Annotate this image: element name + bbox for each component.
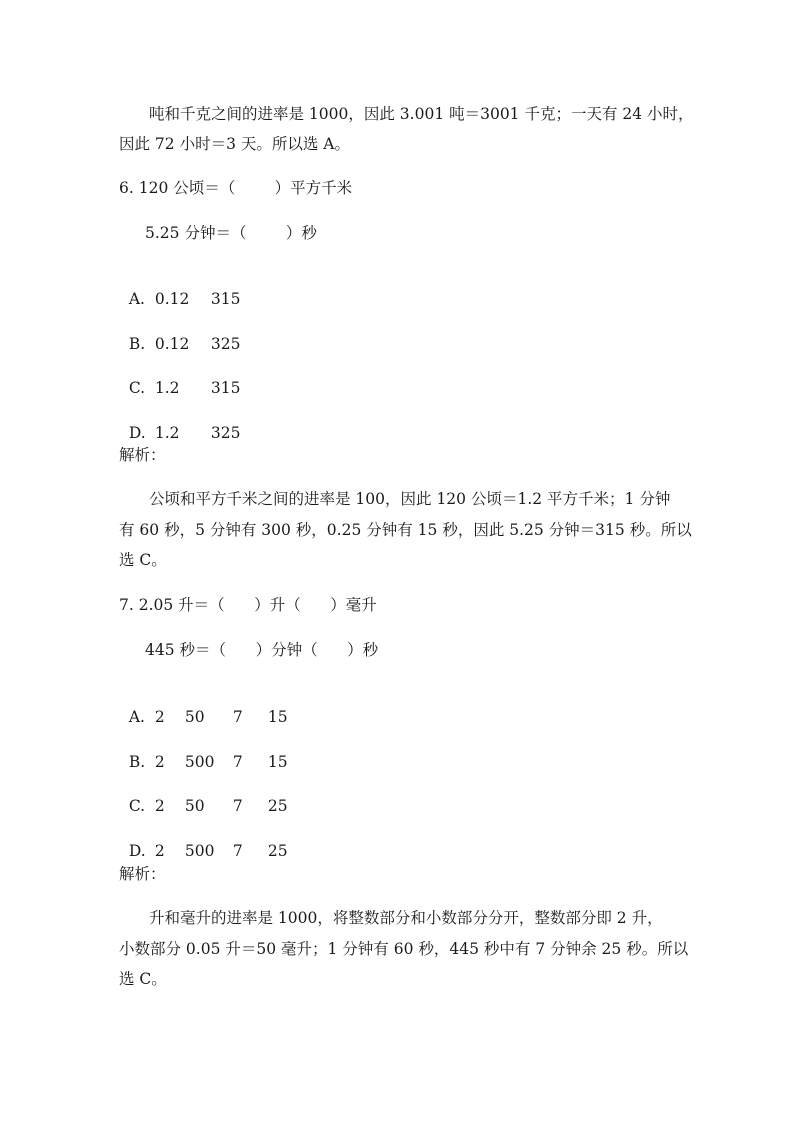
q7-analysis-title: 解析：	[119, 865, 166, 883]
q6-option-d	[119, 400, 240, 444]
q7-option-b	[119, 729, 288, 773]
prev-explanation-line-2: 因此 72 小时＝3 天。所以选 A。	[119, 135, 350, 153]
q6-option-value: 1.2	[154, 379, 180, 397]
q7-option-value: 7	[232, 753, 243, 771]
q6-option-value: 325	[210, 424, 241, 442]
q6-option-a	[119, 266, 240, 310]
q7-option-value: 25	[267, 842, 288, 860]
prev-explanation-line-1: 吨和千克之间的进率是 1000，因此 3.001 吨＝3001 千克；一天有 24 小时，	[149, 105, 694, 123]
q6-stem-line-2: 5.25 分钟＝（ ）秒	[145, 224, 317, 242]
q6-option-value: 0.12	[154, 335, 190, 353]
q7-option-label: A.	[128, 708, 145, 726]
q7-option-a	[119, 684, 288, 728]
q7-option-label: C.	[128, 797, 146, 815]
q6-option-value: 0.12	[154, 290, 190, 308]
q7-option-value: 7	[232, 708, 243, 726]
q7-option-value: 2	[154, 753, 165, 771]
q7-option-value: 2	[154, 708, 165, 726]
q6-option-c	[119, 355, 240, 399]
q7-option-value: 2	[154, 842, 165, 860]
q7-analysis-line-3: 选 C。	[119, 970, 167, 988]
q7-option-c	[119, 773, 288, 817]
q6-analysis-title: 解析：	[119, 446, 166, 464]
q6-option-label: B.	[128, 335, 146, 353]
q6-analysis-line-3: 选 C。	[119, 551, 167, 569]
q7-option-value: 50	[184, 708, 205, 726]
q6-analysis-line-1: 公顷和平方千米之间的进率是 100，因此 120 公顷＝1.2 平方千米；1 分钟	[149, 490, 671, 508]
q6-analysis-line-2: 有 60 秒，5 分钟有 300 秒，0.25 分钟有 15 秒，因此 5.25 分钟＝315 秒。所以	[119, 521, 692, 539]
q7-option-value: 500	[184, 842, 215, 860]
q6-option-label: C.	[128, 379, 146, 397]
q7-option-value: 50	[184, 797, 205, 815]
q7-option-value: 15	[267, 708, 288, 726]
q7-stem-line-1: 7. 2.05 升＝（ ）升（ ）毫升	[119, 596, 377, 614]
q6-option-value: 325	[210, 335, 241, 353]
q6-stem-line-1: 6. 120 公顷＝（ ）平方千米	[119, 179, 353, 197]
q7-option-value: 500	[184, 753, 215, 771]
q7-analysis-line-2: 小数部分 0.05 升＝50 毫升；1 分钟有 60 秒，445 秒中有 7 分钟余 25 秒。所以	[119, 940, 689, 958]
q7-option-value: 25	[267, 797, 288, 815]
q6-option-label: A.	[128, 290, 145, 308]
q6-option-label: D.	[128, 424, 146, 442]
q7-option-value: 15	[267, 753, 288, 771]
q6-option-value: 1.2	[154, 424, 180, 442]
q7-option-value: 2	[154, 797, 165, 815]
q7-option-value: 7	[232, 797, 243, 815]
q7-option-value: 7	[232, 842, 243, 860]
q7-stem-line-2: 445 秒＝（ ）分钟（ ）秒	[145, 641, 379, 659]
q7-option-d	[119, 818, 288, 862]
q7-option-label: B.	[128, 753, 146, 771]
q6-option-value: 315	[210, 290, 241, 308]
q7-analysis-line-1: 升和毫升的进率是 1000，将整数部分和小数部分分开，整数部分即 2 升，	[149, 909, 663, 927]
q6-option-b	[119, 311, 240, 355]
q7-option-label: D.	[128, 842, 146, 860]
q6-option-value: 315	[210, 379, 241, 397]
